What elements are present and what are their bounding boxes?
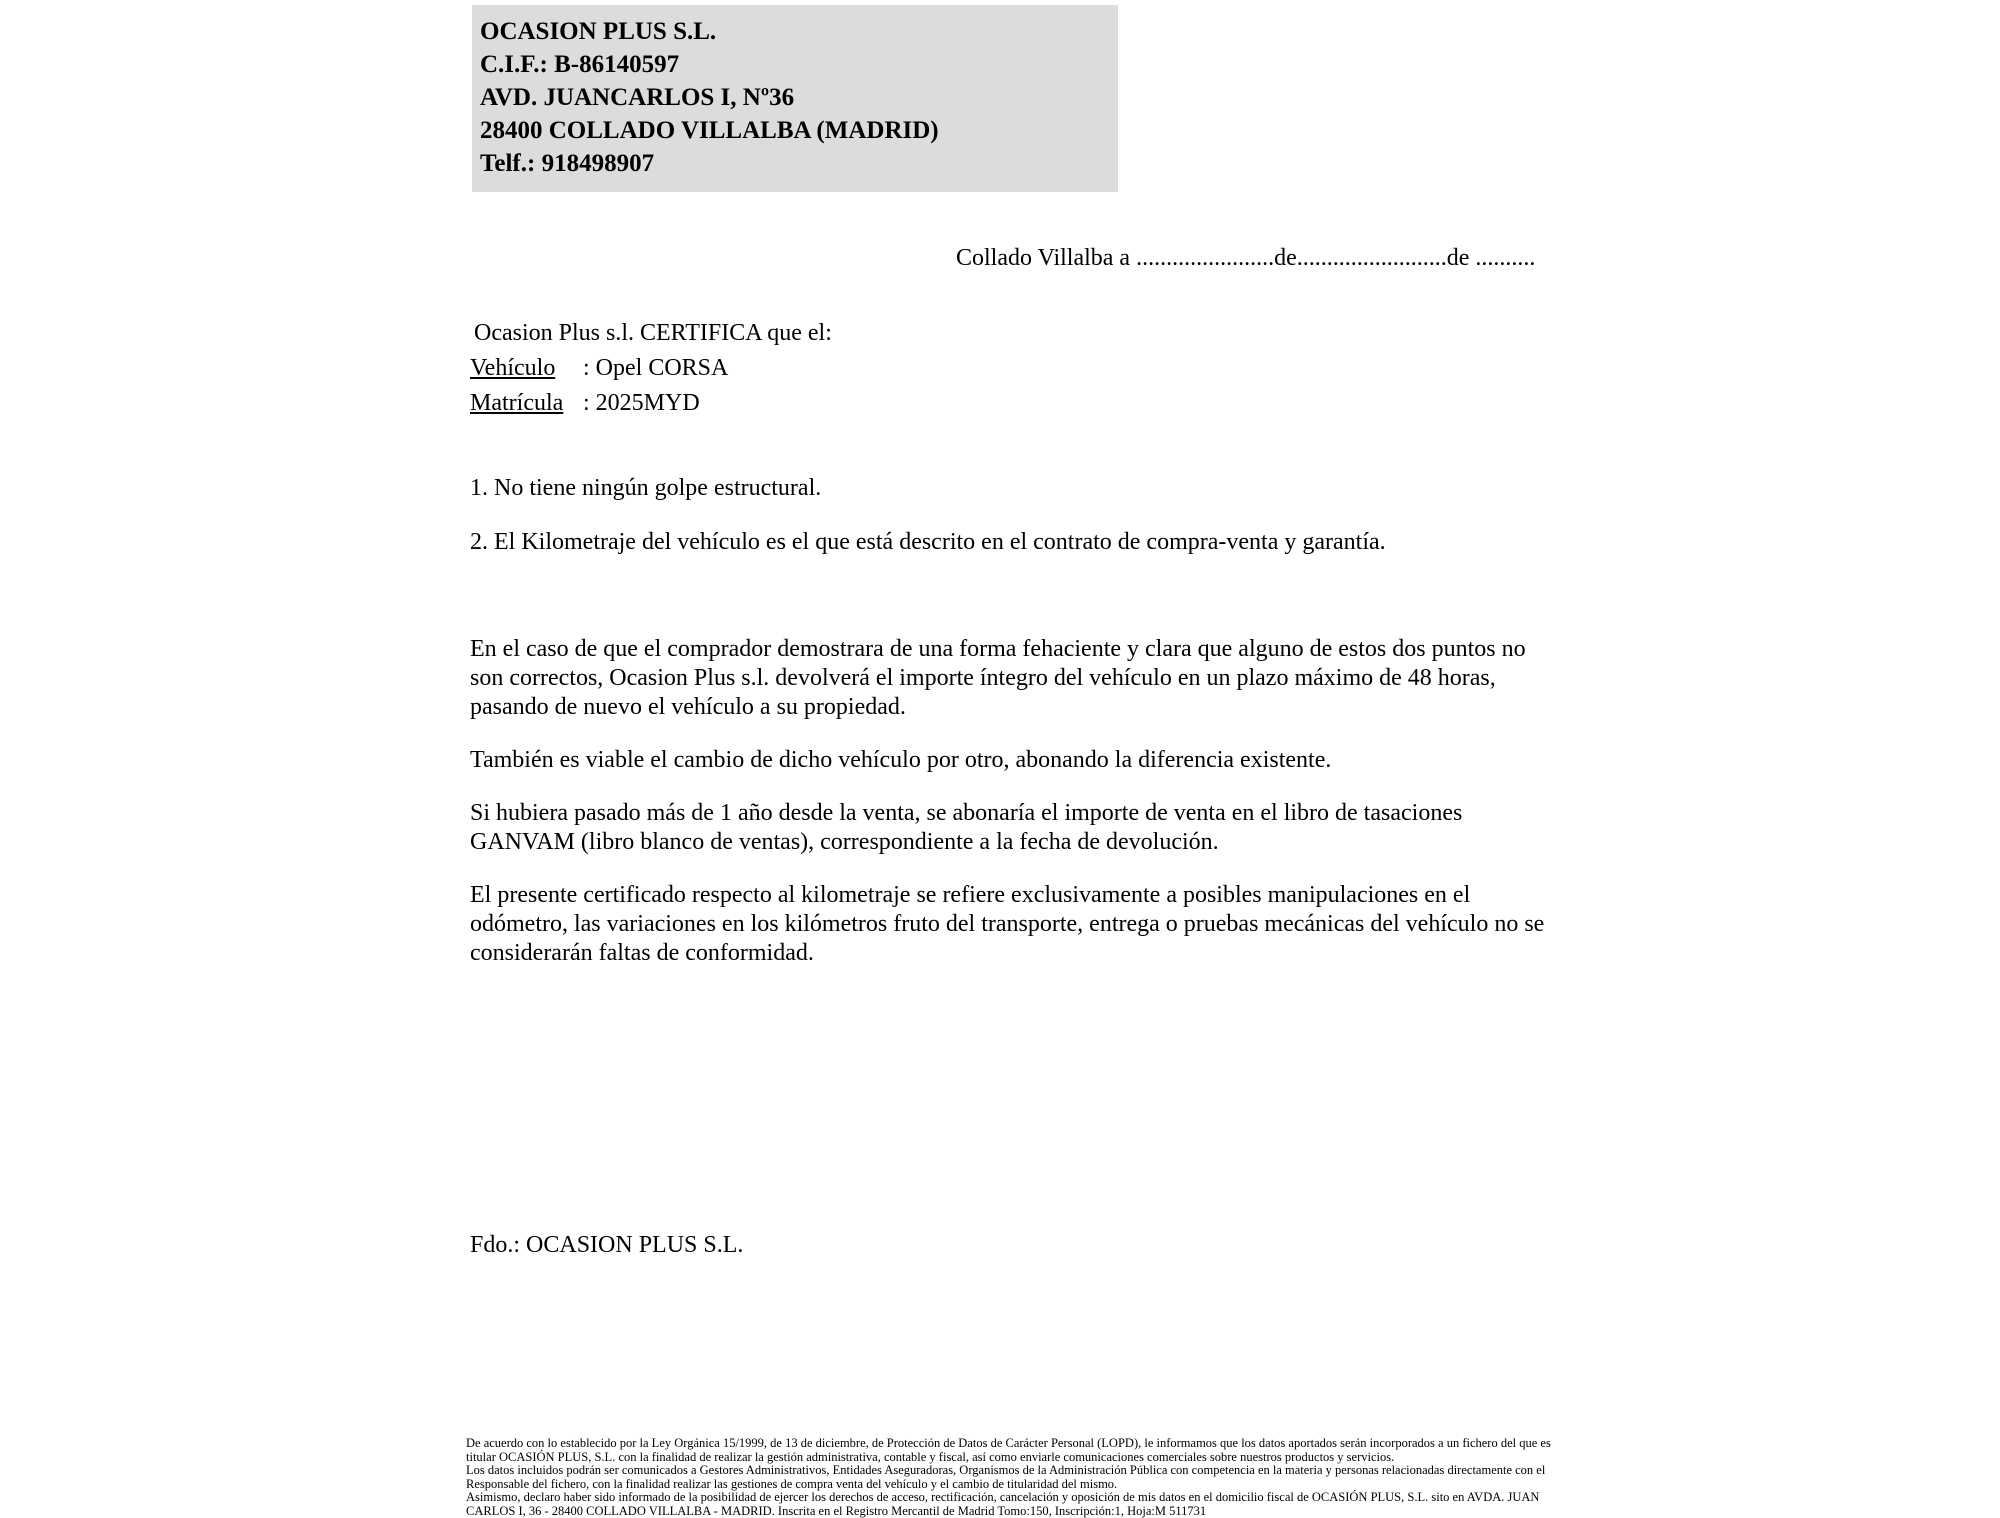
vehicle-label: Vehículo bbox=[470, 355, 556, 381]
document-body bbox=[470, 240, 1550, 1260]
legal-paragraph-data-sharing: Los datos incluidos podrán ser comunicados a Gestores Administrativos, Entidades Aseguradoras, Organismos de la Administración Pública con competencia en la materia y personas relacionadas directamente con el Responsable del fichero, con la finalidad realizar las gestiones de compra venta del vehículo y el cambio de titularidad del mismo. bbox=[466, 1463, 1546, 1491]
legal-paragraph-lopd: De acuerdo con lo establecido por la Ley Orgánica 15/1999, de 13 de diciembre, de Protección de Datos de Carácter Personal (LOPD), le informamos que los datos aportados serán incorporados a un fichero del que es titular OCASIÓN PLUS, S.L. con la finalidad de realizar la gestión administrativa, contable y fiscal, así como enviarle comunicaciones comerciales sobre nuestros productos y servicios. bbox=[466, 1436, 1551, 1464]
legal-footer bbox=[466, 1437, 1556, 1518]
vehicle-value: : Opel CORSA bbox=[583, 355, 729, 381]
plate-label: Matrícula bbox=[470, 390, 564, 416]
paragraph-odometer-disclaimer: El presente certificado respecto al kilometraje se refiere exclusivamente a posibles manipulaciones en el odómetro, las variaciones en los kilómetros fruto del transporte, entrega o pruebas mecánicas del vehículo no se considerarán faltas de conformidad. bbox=[470, 882, 1545, 966]
company-name: OCASION PLUS S.L. bbox=[480, 18, 717, 45]
company-cif: C.I.F.: B-86140597 bbox=[480, 51, 680, 78]
plate-value: : 2025MYD bbox=[583, 390, 700, 416]
company-letterhead bbox=[472, 5, 1118, 192]
certified-point-1: 1. No tiene ningún golpe estructural. bbox=[470, 475, 822, 501]
certified-point-2: 2. El Kilometraje del vehículo es el que está descrito en el contrato de compra-venta y garantía. bbox=[470, 529, 1386, 555]
signature-line: Fdo.: OCASION PLUS S.L. bbox=[470, 1232, 744, 1258]
paragraph-ganvam-valuation: Si hubiera pasado más de 1 año desde la venta, se abonaría el importe de venta en el libro de tasaciones GANVAM (libro blanco de ventas), correspondiente a la fecha de devolución. bbox=[470, 800, 1463, 855]
company-address: AVD. JUANCARLOS I, Nº36 bbox=[480, 84, 795, 111]
plate-row bbox=[470, 386, 1550, 421]
paragraph-vehicle-exchange: También es viable el cambio de dicho vehículo por otro, abonando la diferencia existente. bbox=[470, 747, 1332, 773]
company-city: 28400 COLLADO VILLALBA (MADRID) bbox=[480, 117, 939, 144]
date-place-line: Collado Villalba a .......................de.........................de .......... bbox=[956, 245, 1536, 271]
certifies-intro: Ocasion Plus s.l. CERTIFICA que el: bbox=[474, 320, 832, 346]
legal-paragraph-rights: Asimismo, declaro haber sido informado de la posibilidad de ejercer los derechos de acceso, rectificación, cancelación y oposición de mis datos en el domicilio fiscal de OCASIÓN PLUS, S.L. sito en AVDA. JUAN CARLOS I, 36 - 28400 COLLADO VILLALBA - MADRID. Inscrita en el Registro Mercantil de Madrid Tomo:150, Inscripción:1, Hoja:M 511731 bbox=[466, 1490, 1540, 1518]
company-phone: Telf.: 918498907 bbox=[480, 150, 655, 177]
paragraph-refund-guarantee: En el caso de que el comprador demostrara de una forma fehaciente y clara que alguno de estos dos puntos no son correctos, Ocasion Plus s.l. devolverá el importe íntegro del vehículo en un plazo máximo de 48 horas, pasando de nuevo el vehículo a su propiedad. bbox=[470, 636, 1526, 720]
vehicle-row bbox=[470, 351, 1550, 386]
